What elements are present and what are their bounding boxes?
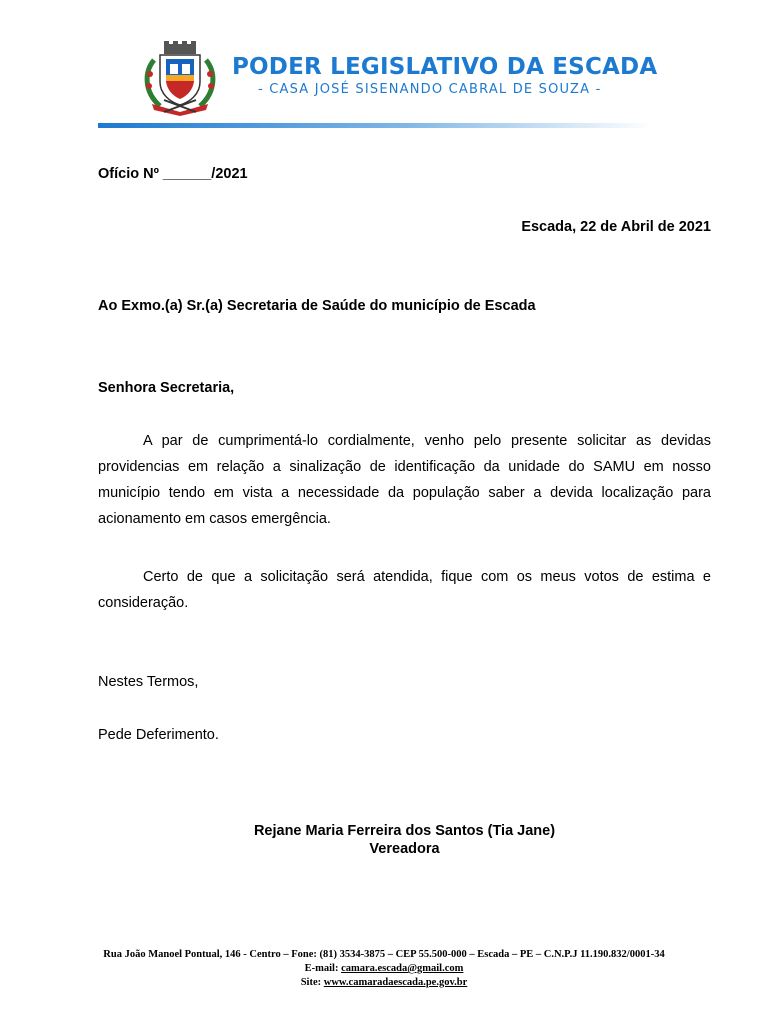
header-divider: [98, 123, 653, 128]
salutation: Senhora Secretaria,: [98, 380, 235, 396]
institution-subtitle: - CASA JOSÉ SISENANDO CABRAL DE SOUZA -: [258, 82, 602, 97]
officio-number: Ofício Nº ______/2021: [98, 166, 248, 182]
email-link[interactable]: camara.escada@gmail.com: [341, 963, 464, 974]
footer-site-line: [0, 976, 768, 990]
signer-title: Vereadora: [369, 841, 440, 857]
footer-email-line: [0, 962, 768, 976]
body-paragraph-2: [98, 564, 711, 616]
site-link[interactable]: www.camaradaescada.pe.gov.br: [323, 977, 468, 988]
paragraph-line: Certo de que a solicitação será atendida, fique com os meus votos de estima e: [143, 569, 711, 585]
letter-date: Escada, 22 de Abril de 2021: [521, 219, 711, 235]
email-label: E-mail:: [304, 963, 339, 974]
paragraph-line: município tendo em vista a necessidade da população saber a devida localização para: [98, 485, 711, 501]
body-paragraph-1: [98, 428, 711, 532]
letterhead: [0, 0, 768, 135]
signer-name: Rejane Maria Ferreira dos Santos (Tia Jane): [253, 823, 556, 839]
closing-terms: Nestes Termos,: [98, 674, 199, 690]
paragraph-line: providencias em relação a sinalização de identificação da unidade do SAMU em nosso: [98, 459, 711, 475]
site-label: Site:: [300, 977, 322, 988]
paragraph-line: A par de cumprimentá-lo cordialmente, venho pelo presente solicitar as devidas: [143, 433, 711, 449]
addressee: Ao Exmo.(a) Sr.(a) Secretaria de Saúde do município de Escada: [98, 298, 536, 314]
closing-request: Pede Deferimento.: [98, 727, 219, 743]
coat-of-arms-icon: [140, 40, 220, 116]
footer-address: Rua João Manoel Pontual, 146 - Centro – Fone: (81) 3534-3875 – CEP 55.500-000 – Escada – PE – C.N.P.J 11.190.832/0001-34: [103, 949, 665, 960]
letter-footer: [0, 948, 768, 990]
institution-name: PODER LEGISLATIVO DA ESCADA: [232, 54, 658, 80]
paragraph-line: consideração.: [98, 595, 189, 611]
paragraph-line: acionamento em casos emergência.: [98, 511, 331, 527]
signature-block: [98, 822, 711, 858]
